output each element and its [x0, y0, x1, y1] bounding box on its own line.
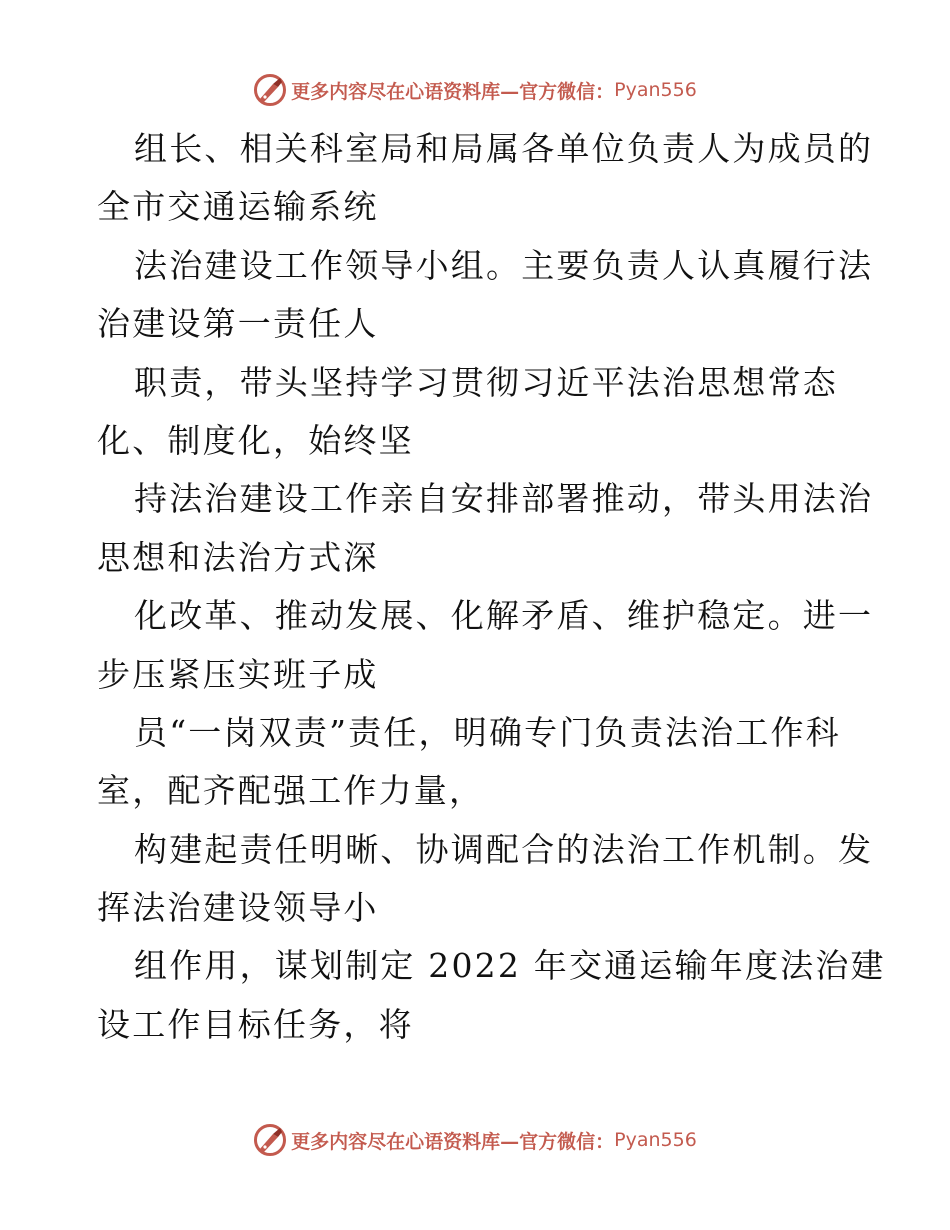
text-line-6: 化、制度化，始终坚: [97, 420, 414, 460]
text-line-3: 法治建设工作领导小组。主要负责人认真履行法: [134, 245, 874, 285]
text-line-8: 思想和法治方式深: [97, 537, 379, 577]
text-line-11: 员“一岗双责”责任，明确专门负责法治工作科: [134, 712, 841, 752]
text-line-14: 挥法治建设领导小: [97, 888, 379, 928]
text-line-2: 全市交通运输系统: [97, 187, 379, 227]
pen-logo-icon: [253, 73, 287, 107]
text-line-12: 室，配齐配强工作力量，: [97, 771, 485, 811]
pen-logo-icon: [253, 1123, 287, 1157]
header-wechat-id: Pyan556: [614, 79, 697, 101]
text-line-7: 持法治建设工作亲自安排部署推动，带头用法治: [134, 479, 874, 519]
header-banner: [0, 70, 950, 110]
text-line-13: 构建起责任明晰、协调配合的法治工作机制。发: [134, 829, 874, 869]
text-line-1: 组长、相关科室局和局属各单位负责人为成员的: [134, 129, 874, 168]
document-body: [97, 120, 886, 1054]
text-line-5: 职责，带头坚持学习贯彻习近平法治思想常态: [134, 362, 838, 402]
text-line-15: 组作用，谋划制定 2022 年交通运输年度法治建: [134, 946, 886, 986]
header-brand-text: 更多内容尽在心语资料库—官方微信：: [291, 80, 615, 103]
footer-brand-text: 更多内容尽在心语资料库—官方微信：: [291, 1130, 615, 1153]
footer-banner: [0, 1120, 950, 1160]
text-line-9: 化改革、推动发展、化解矛盾、维护稳定。进一: [134, 596, 874, 636]
text-line-10: 步压紧压实班子成: [97, 654, 379, 694]
text-line-4: 治建设第一责任人: [97, 304, 379, 344]
text-line-16: 设工作目标任务，将: [97, 1004, 414, 1044]
footer-wechat-id: Pyan556: [614, 1129, 697, 1151]
